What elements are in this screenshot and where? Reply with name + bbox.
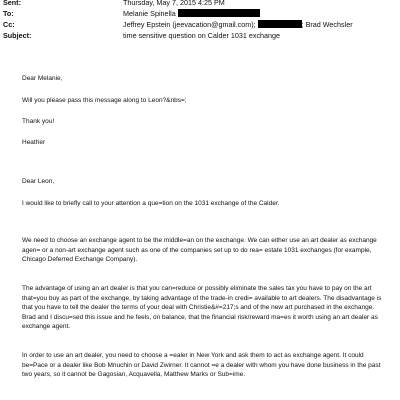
to-value: Melanie Spinella [123,9,176,18]
pass-along-text: Will you please pass this message along to Leon?&nbs=; [22,97,187,104]
cc-label: Cc: [3,20,15,29]
greeting-text: Dear Melanie, [22,75,63,82]
paragraph-text: I would like to briefly call to your attention a que=tion on the 1031 exchange of the Calder. [22,200,280,207]
thanks-text: Thank you! [22,118,55,125]
cc-value-container [123,19,395,30]
paragraph-4 [22,351,387,380]
signoff-line [22,138,387,148]
subject-label: Subject: [3,31,32,40]
to-row [3,8,395,19]
paragraph-2 [22,236,387,265]
redaction-block [178,9,260,17]
to-label: To: [3,9,14,18]
cc-row [3,19,395,30]
sent-row [3,0,395,8]
sent-value: Thursday, May 7, 2015 4:25 PM [123,0,225,7]
paragraph-text: The advantage of using an art dealer is that you can=reduce or possibly eliminate the sales tax you have to pay on the art that=you buy as part of the exchange, by taking advantage of the trade-in credi= available to art dealers. The disadvantage is that you have to tell the dealer the terms of your deal with Christie&#=217;s and of the new art purchased in the exchange. Brad and I discu=sed this issue and he feels, on balance, that the financial risk/reward ma=es it worth using an art dealer as exchange agent. [22,285,382,331]
thanks-line [22,117,387,127]
signoff-text: Heather [22,139,46,146]
to-value-container [123,8,395,19]
subject-value: time sensitive question on Calder 1031 exchange [123,31,281,40]
pass-along-line [22,96,387,106]
subject-row [3,30,395,41]
greeting-leon [22,177,387,187]
sent-label: Sent: [3,0,21,7]
email-header [3,0,395,41]
paragraph-text: In order to use an art dealer, you need to choose a =ealer in New York and ask them to act as exchange agent. It could be=Pace or a dealer like Bob Mnuchin or David Zwirner. It cannot =e a dealer with whom you have done business in the past two years, so it cannot be Gagosian, Acquavella, Matthew Marks or Sub=ime. [22,352,381,379]
paragraph-text: We need to choose an exchange agent to be the middle=an on the exchange. We can either use an art dealer as exchange agen= or a non-art exchange agent such as one of the companies set up to do rea= estate 1031 exchanges (for example, Chicago Deferred Exchange Company). [22,237,377,264]
redaction-block [258,20,302,28]
cc-value-pre: Jeffrey Epstein (jeevacation@gmail.com); [123,20,256,29]
greeting-text: Dear Leon, [22,178,55,185]
paragraph-3 [22,284,387,332]
cc-value-post: ; Brad Wechsler [301,20,353,29]
greeting-melanie [22,74,387,84]
paragraph-1 [22,199,387,209]
